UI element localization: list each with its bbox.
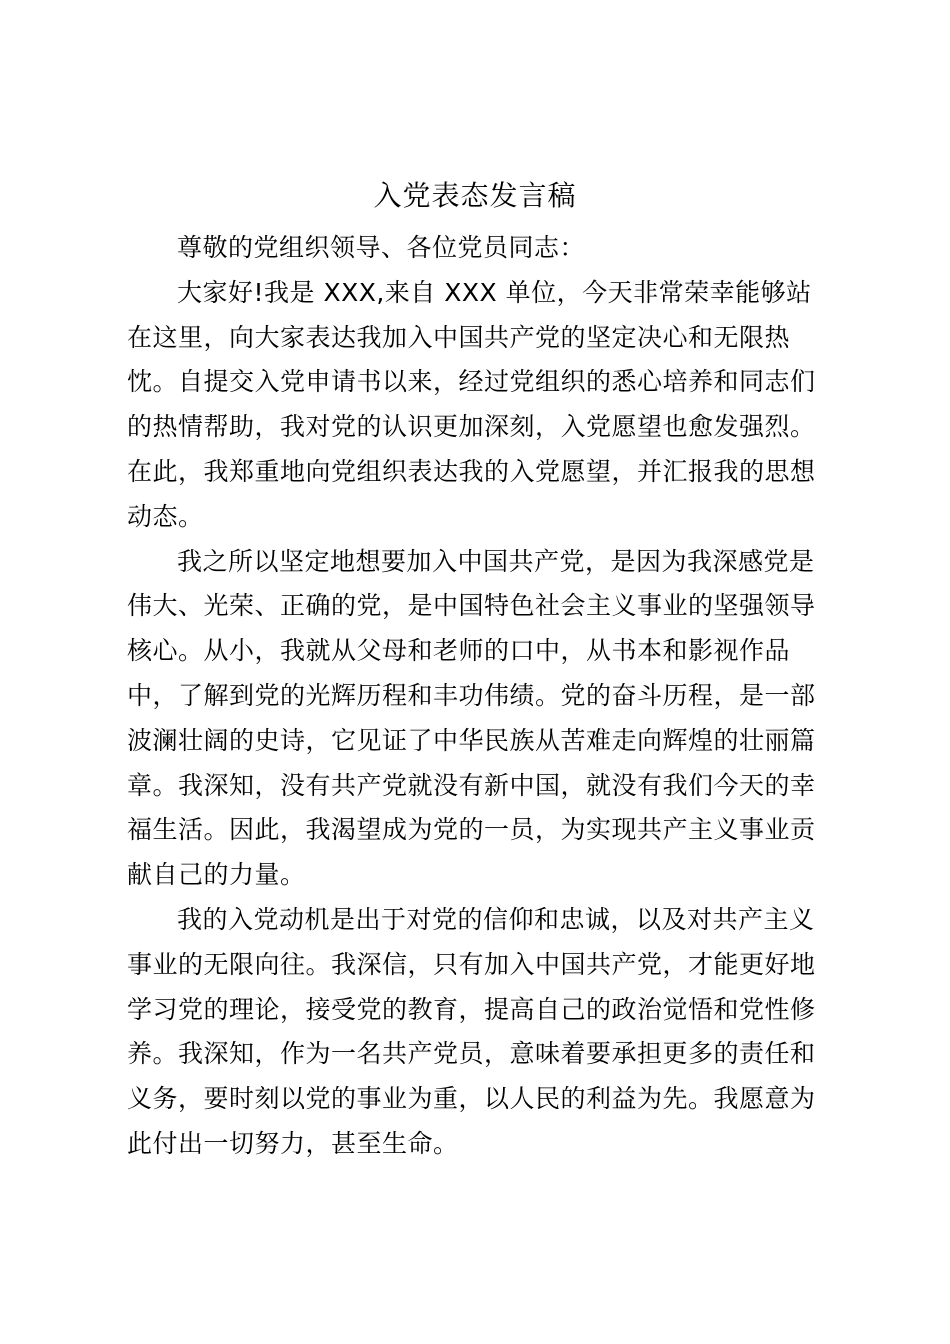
paragraph-reason: 我之所以坚定地想要加入中国共产党，是因为我深感党是伟大、光荣、正确的党，是中国特色社会主义事业的坚强领导核心。从小，我就从父母和老师的口中，从书本和影视作品中，了解到党的光辉历程和丰功伟绩。党的奋斗历程，是一部波澜壮阔的史诗，它见证了中华民族从苦难走向辉煌的壮丽篇章。我深知，没有共产党就没有新中国，就没有我们今天的幸福生活。因此，我渴望成为党的一员，为实现共产主义事业贡献自己的力量。 bbox=[127, 546, 816, 890]
document-body bbox=[127, 226, 827, 1167]
salutation: 尊敬的党组织领导、各位党员同志： bbox=[177, 233, 586, 262]
paragraph-motivation: 我的入党动机是出于对党的信仰和忠诚，以及对共产主义事业的无限向往。我深信，只有加入中国共产党，才能更好地学习党的理论，接受党的教育，提高自己的政治觉悟和党性修养。我深知，作为一名共产党员，意味着要承担更多的责任和义务，要时刻以党的事业为重，以人民的利益为先。我愿意为此付出一切努力，甚至生命。 bbox=[127, 904, 816, 1158]
paragraph-introduction: 大家好!我是 XXX,来自 XXX 单位，今天非常荣幸能够站在这里，向大家表达我加入中国共产党的坚定决心和无限热忱。自提交入党申请书以来，经过党组织的悉心培养和同志们的热情帮助，我对党的认识更加深刻，入党愿望也愈发强烈。在此，我郑重地向党组织表达我的入党愿望，并汇报我的思想动态。 bbox=[127, 277, 816, 531]
document-title: 入党表态发言稿 bbox=[373, 179, 577, 212]
